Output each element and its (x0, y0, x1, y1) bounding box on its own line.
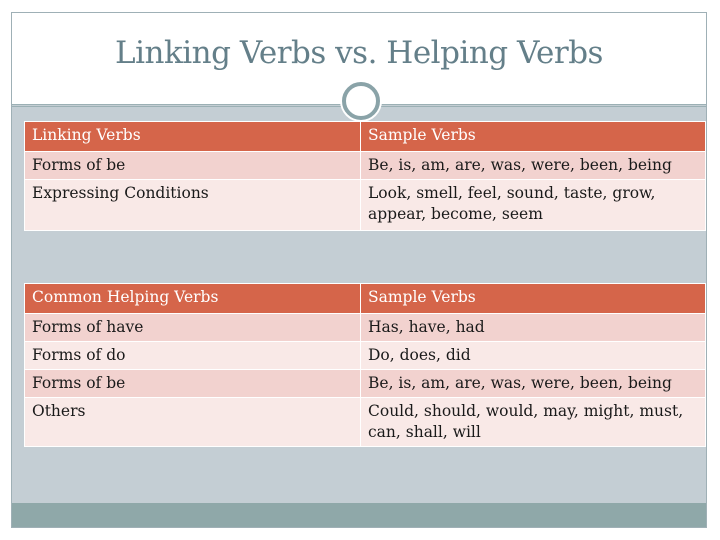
table-cell: Be, is, am, are, was, were, been, being (361, 152, 706, 180)
slide-title: Linking Verbs vs. Helping Verbs (115, 35, 603, 71)
table-row (25, 342, 706, 370)
table-row (25, 314, 706, 342)
table-cell: Forms of be (25, 152, 361, 180)
table-cell: Could, should, would, may, might, must, can, shall, will (361, 398, 706, 447)
table-cell: Look, smell, feel, sound, taste, grow, appear, become, seem (361, 180, 706, 231)
table-row (25, 370, 706, 398)
slide (11, 12, 707, 528)
table-cell: Forms of be (25, 370, 361, 398)
table-cell: Forms of do (25, 342, 361, 370)
table-cell: Others (25, 398, 361, 447)
table-cell: Expressing Conditions (25, 180, 361, 231)
header-cell: Common Helping Verbs (25, 284, 361, 314)
header-cell: Sample Verbs (361, 284, 706, 314)
ring-ornament-icon (342, 82, 380, 120)
table-cell: Do, does, did (361, 342, 706, 370)
table-row (25, 152, 706, 180)
linking-verbs-table (24, 121, 706, 231)
table-header-row (25, 284, 706, 314)
table-cell: Has, have, had (361, 314, 706, 342)
header-cell: Sample Verbs (361, 122, 706, 152)
header-cell: Linking Verbs (25, 122, 361, 152)
table-row (25, 180, 706, 231)
table-header-row (25, 122, 706, 152)
table-cell: Be, is, am, are, was, were, been, being (361, 370, 706, 398)
table-cell: Forms of have (25, 314, 361, 342)
bottom-accent-bar (12, 503, 706, 527)
table-row (25, 398, 706, 447)
helping-verbs-table (24, 283, 706, 447)
